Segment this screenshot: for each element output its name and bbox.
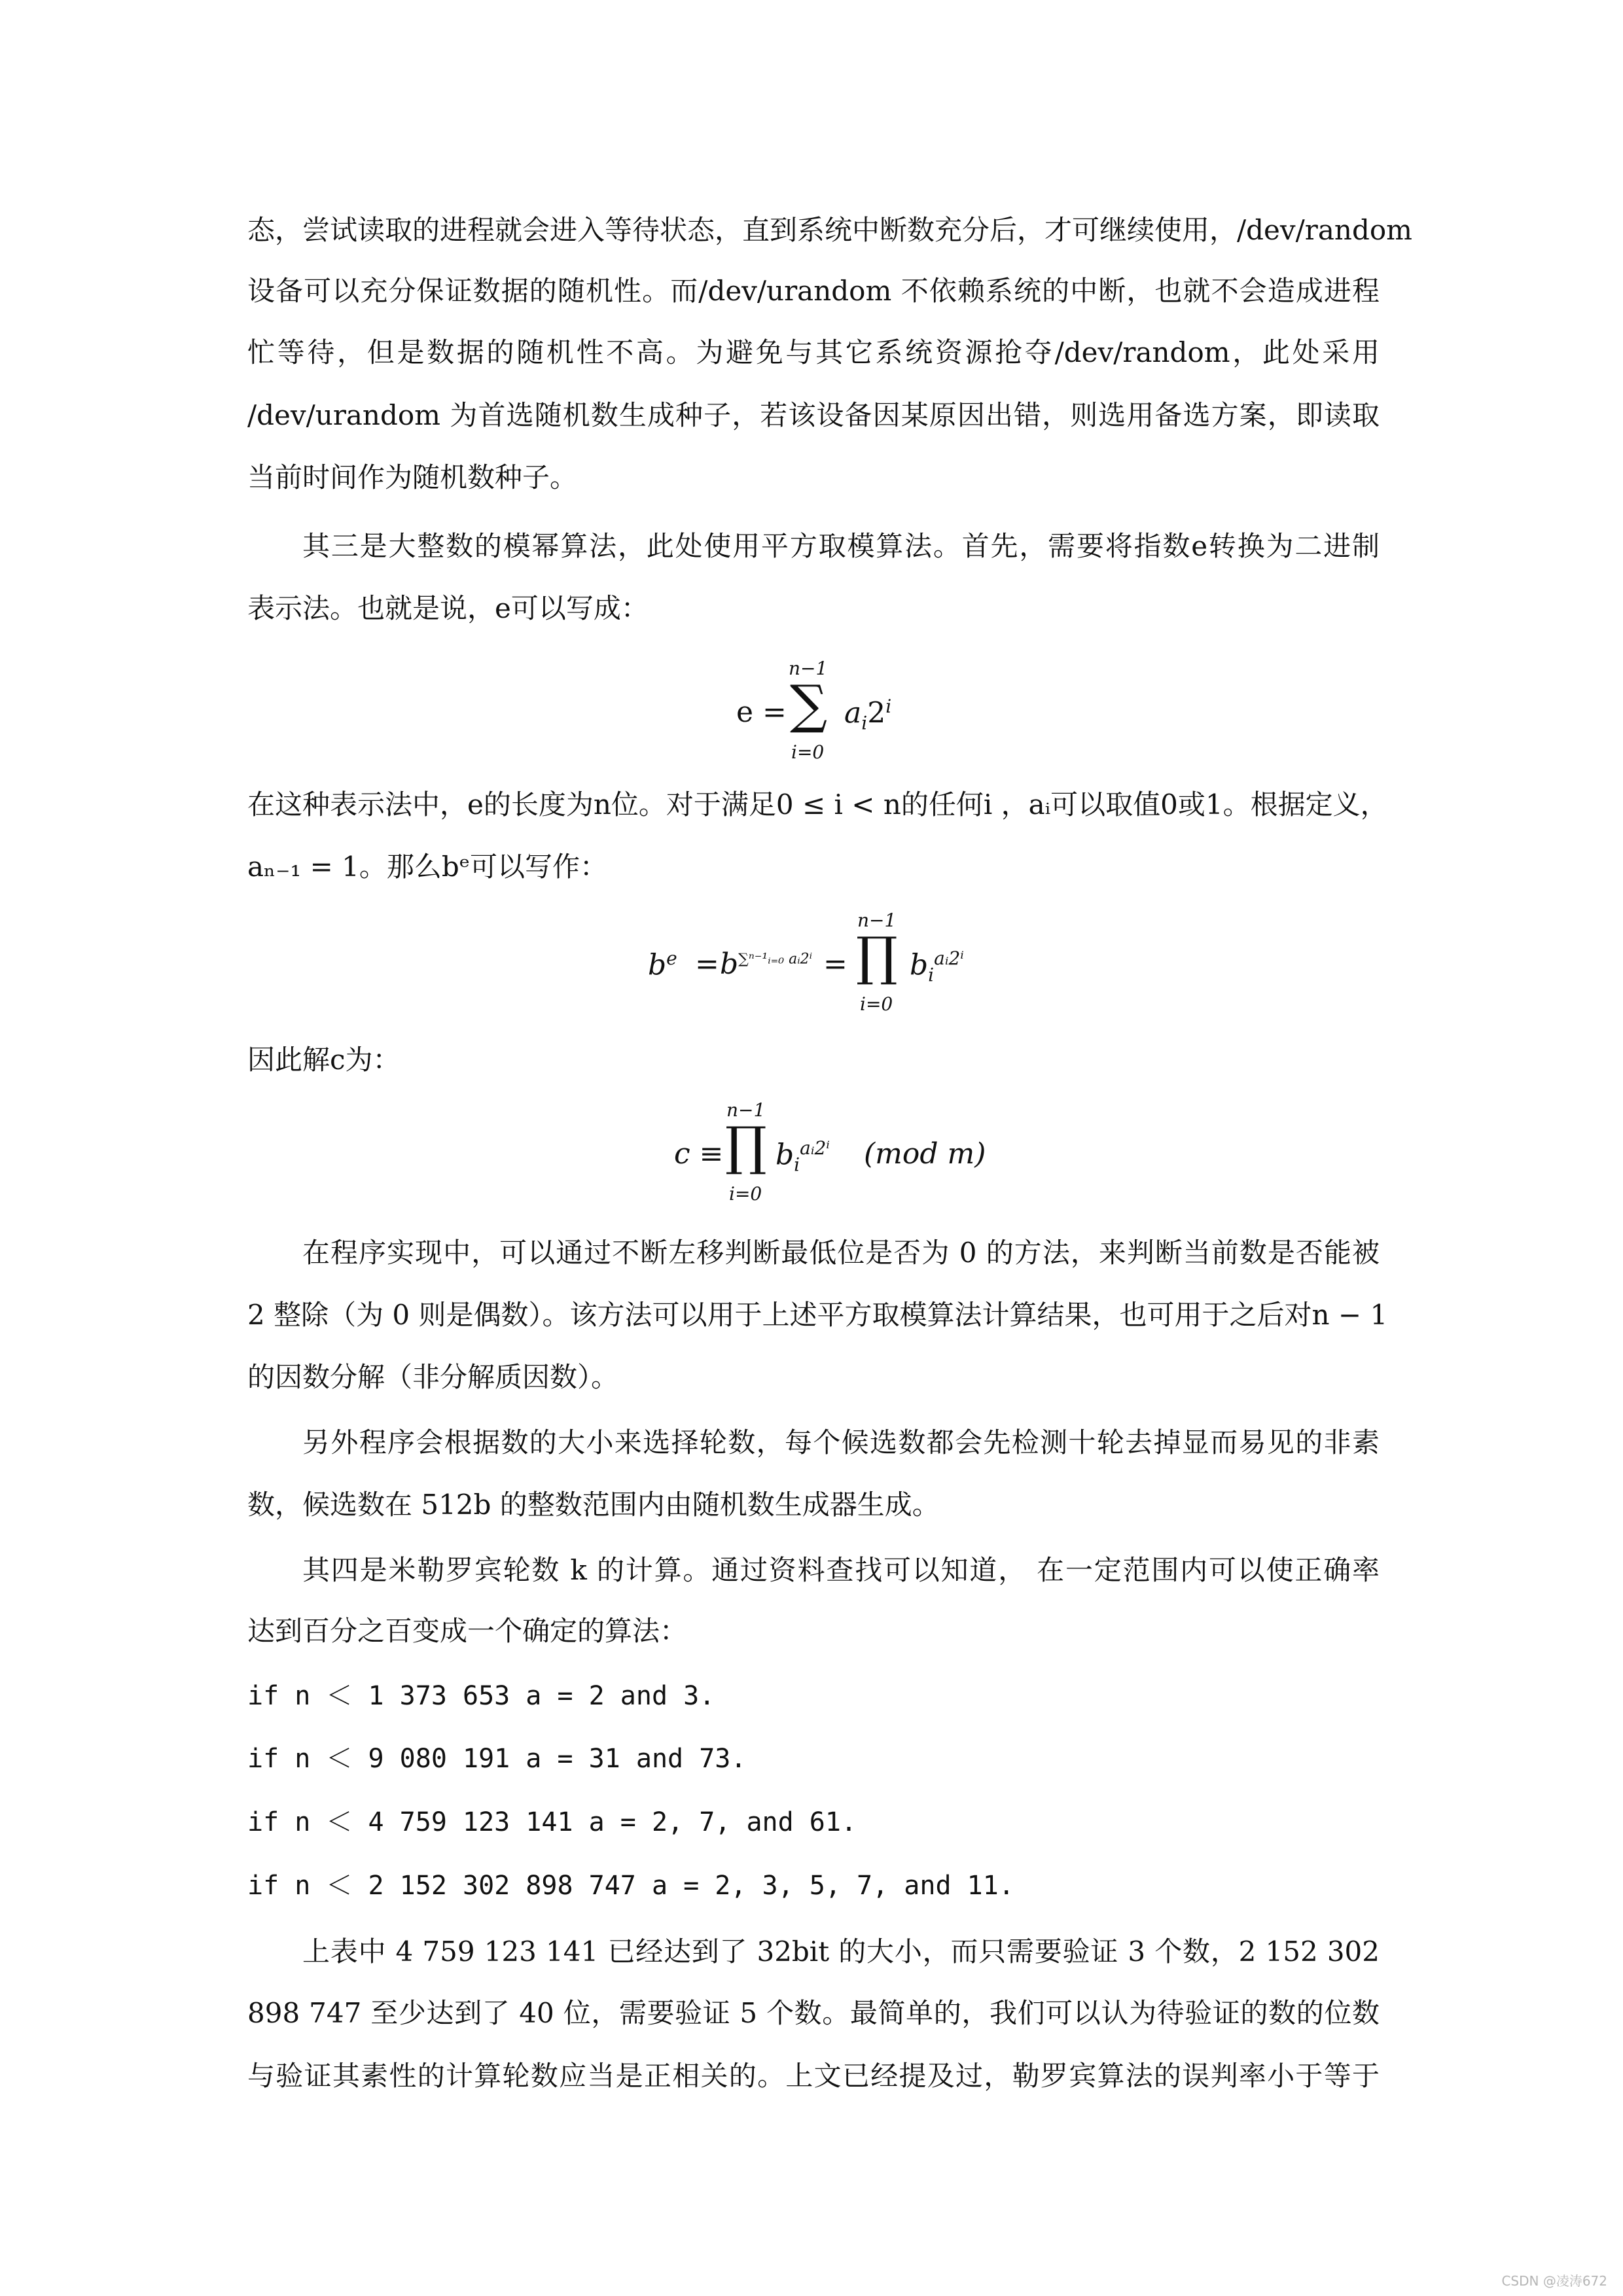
paragraph-8-line-2: 898 747 至少达到了 40 位，需要验证 5 个数。最简单的，我们可以认为待验证的数的位数 (247, 1997, 1380, 2029)
rule-line-4: if n ＜ 2 152 302 898 747 a = 2, 3, 5, 7, and 11. (247, 1871, 1014, 1901)
paragraph-1-line-2: 设备可以充分保证数据的随机性。而/dev/urandom 不依赖系统的中断，也就不会造成进程 (247, 275, 1380, 307)
formula-2-equals-1: = (695, 947, 719, 981)
paragraph-6-line-2: 数，候选数在 512b 的整数范围内由随机数生成器生成。 (247, 1489, 940, 1521)
formula-2-lower-limit: i=0 (860, 993, 893, 1015)
paragraph-2-line-1: 其三是大整数的模幂算法，此处使用平方取模算法。首先，需要将指数e转换为二进制 (302, 530, 1380, 562)
formula-2-lhs: $b^e$ (648, 947, 677, 982)
paragraph-4-line-1: 因此解c为： (247, 1044, 401, 1076)
formula-2-equals-2: = (823, 947, 847, 981)
summation-symbol: ∑ (790, 674, 828, 735)
formula-1-lhs: e = (736, 696, 787, 729)
formula-3-lower-limit: i=0 (729, 1183, 762, 1205)
formula-power-product (648, 910, 1014, 1021)
csdn-watermark: CSDN @凌涛672 (1501, 2273, 1607, 2289)
paragraph-8-line-1: 上表中 4 759 123 141 已经达到了 32bit 的大小，而只需要验证 3 个数，2 152 302 (302, 1935, 1380, 1968)
formula-3-upper-limit: n−1 (726, 1099, 766, 1121)
rule-line-2: if n ＜ 9 080 191 a = 31 and 73. (247, 1744, 747, 1774)
formula-3-lhs: c ≡ (674, 1137, 724, 1171)
rule-line-3: if n ＜ 4 759 123 141 a = 2, 7, and 61. (247, 1807, 857, 1837)
paragraph-3-line-2: aₙ₋₁ = 1。那么bᵉ可以写作： (247, 851, 607, 883)
rule-line-1: if n ＜ 1 373 653 a = 2 and 3. (247, 1681, 715, 1711)
formula-2-upper-limit: n−1 (857, 910, 897, 931)
formula-1-term: $a_i2^i$ (844, 696, 892, 734)
paragraph-3-line-1: 在这种表示法中，e的长度为n位。对于满足0 ≤ i < n的任何i ，aᵢ可以取值0或1。根据定义， (247, 788, 1388, 821)
formula-1-lower-limit: i=0 (791, 741, 825, 763)
product-symbol: ∏ (725, 1116, 767, 1176)
formula-3-mod: (mod m) (864, 1137, 986, 1171)
formula-exponent-expansion (736, 658, 933, 769)
paragraph-8-line-3: 与验证其素性的计算轮数应当是正相关的。上文已经提及过，勒罗宾算法的误判率小于等于 (247, 2060, 1380, 2092)
formula-decryption (674, 1099, 988, 1210)
paragraph-1-line-1: 态，尝试读取的进程就会进入等待状态，直到系统中断数充分后，才可继续使用，/dev/random (247, 214, 1412, 246)
formula-3-rhs: $b_i^{aᵢ2^i}$ (776, 1137, 830, 1176)
paragraph-1-line-3: 忙等待，但是数据的随机性不高。为避免与其它系统资源抢夺/dev/random，此处采用 (247, 336, 1380, 368)
paragraph-6-line-1: 另外程序会根据数的大小来选择轮数，每个候选数都会先检测十轮去掉显而易见的非素 (302, 1426, 1380, 1458)
paragraph-1-line-5: 当前时间作为随机数种子。 (247, 461, 578, 493)
product-symbol: ∏ (856, 926, 898, 987)
paragraph-5-line-3: 的因数分解（非分解质因数）。 (247, 1361, 619, 1393)
formula-2-rhs: $b_i^{aᵢ2^i}$ (910, 947, 964, 986)
paragraph-5-line-1: 在程序实现中，可以通过不断左移判断最低位是否为 0 的方法，来判断当前数是否能被 (302, 1237, 1380, 1269)
paragraph-2-line-2: 表示法。也就是说，e可以写成： (247, 592, 649, 624)
paragraph-1-line-4: /dev/urandom 为首选随机数生成种子，若该设备因某原因出错，则选用备选方案，即读取 (247, 399, 1380, 431)
paragraph-7-line-2: 达到百分之百变成一个确定的算法： (247, 1615, 688, 1647)
formula-1-upper-limit: n−1 (789, 658, 828, 679)
formula-2-middle: $b^{\sum^{n-1}ᵢ_{=0} aᵢ2^i}$ (720, 947, 813, 981)
paragraph-5-line-2: 2 整除（为 0 则是偶数）。该方法可以用于上述平方取模算法计算结果，也可用于之后对n − 1 (247, 1299, 1388, 1331)
paragraph-7-line-1: 其四是米勒罗宾轮数 k 的计算。通过资料查找可以知道， 在一定范围内可以使正确率 (302, 1554, 1380, 1586)
